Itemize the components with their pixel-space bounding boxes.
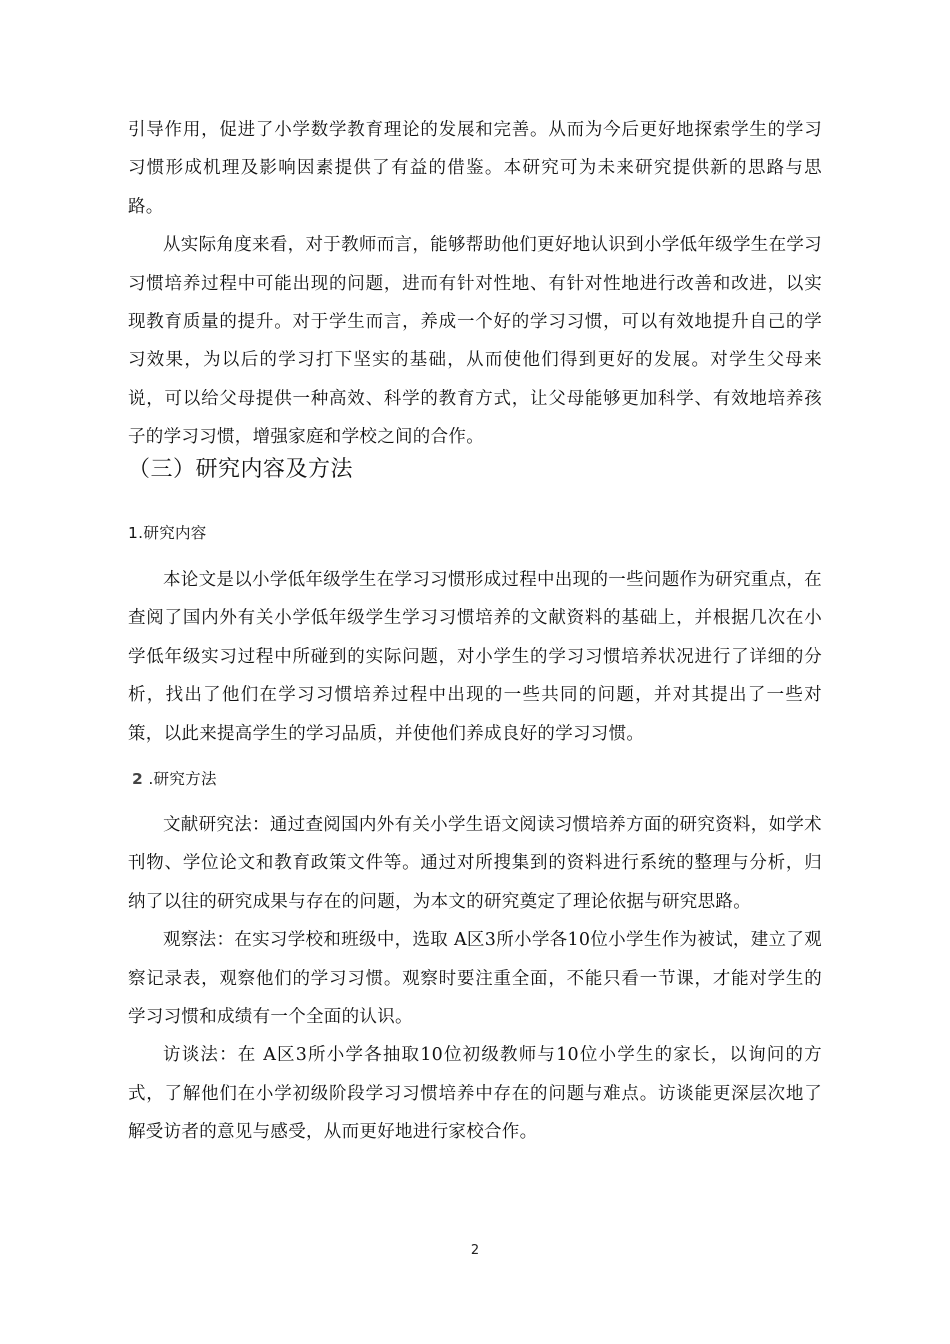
subsection-number: 1. — [128, 524, 144, 542]
intro-paragraph-1: 引导作用，促进了小学数学教育理论的发展和完善。从而为今后更好地探索学生的学习习惯形成机理及影响因素提供了有益的借鉴。本研究可为未来研究提供新的思路与思路。 — [128, 120, 822, 217]
section-heading: （三）研究内容及方法 — [128, 457, 354, 482]
subsection-title: .研究方法 — [143, 770, 217, 788]
subsection-heading-methods — [132, 767, 217, 789]
subsection-number: 2 — [132, 770, 144, 788]
intro-text — [128, 111, 822, 457]
subsection-title: 研究内容 — [143, 524, 207, 542]
methods-text — [128, 806, 822, 1152]
subsection-heading-content — [128, 521, 207, 543]
methods-paragraph-observation: 观察法：在实习学校和班级中，选取 A区3所小学各10位小学生作为被试，建立了观察记录表，观察他们的学习习惯。观察时要注重全面，不能只看一节课，才能对学生的学习习惯和成绩有一个全面的认识。 — [128, 930, 822, 1028]
methods-paragraph-interview: 访谈法：在 A区3所小学各抽取10位初级教师与10位小学生的家长，以询问的方式，了解他们在小学初级阶段学习习惯培养中存在的问题与难点。访谈能更深层次地了解受访者的意见与感受，从而更好地进行家校合作。 — [128, 1045, 822, 1143]
page-number: 2 — [470, 1243, 480, 1258]
content-text — [128, 561, 822, 753]
intro-paragraph-2: 从实际角度来看，对于教师而言，能够帮助他们更好地认识到小学低年级学生在学习习惯培养过程中可能出现的问题，进而有针对性地、有针对性地进行改善和改进，以实现教育质量的提升。对于学生而言，养成一个好的学习习惯，可以有效地提升自己的学习效果，为以后的学习打下坚实的基础，从而使他们得到更好的发展。对学生父母来说，可以给父母提供一种高效、科学的教育方式，让父母能够更加科学、有效地培养孩子的学习习惯，增强家庭和学校之间的合作。 — [128, 235, 822, 448]
methods-paragraph-literature: 文献研究法：通过查阅国内外有关小学生语文阅读习惯培养方面的研究资料，如学术刊物、学位论文和教育政策文件等。通过对所搜集到的资料进行系统的整理与分析，归纳了以往的研究成果与存在的问题，为本文的研究奠定了理论依据与研究思路。 — [128, 815, 822, 912]
content-paragraph-1: 本论文是以小学低年级学生在学习习惯形成过程中出现的一些问题作为研究重点，在查阅了国内外有关小学低年级学生学习习惯培养的文献资料的基础上，并根据几次在小学低年级实习过程中所碰到的实际问题，对小学生的学习习惯培养状况进行了详细的分析，找出了他们在学习习惯培养过程中出现的一些共同的问题，并对其提出了一些对策，以此来提高学生的学习品质，并使他们养成良好的学习习惯。 — [128, 570, 822, 744]
